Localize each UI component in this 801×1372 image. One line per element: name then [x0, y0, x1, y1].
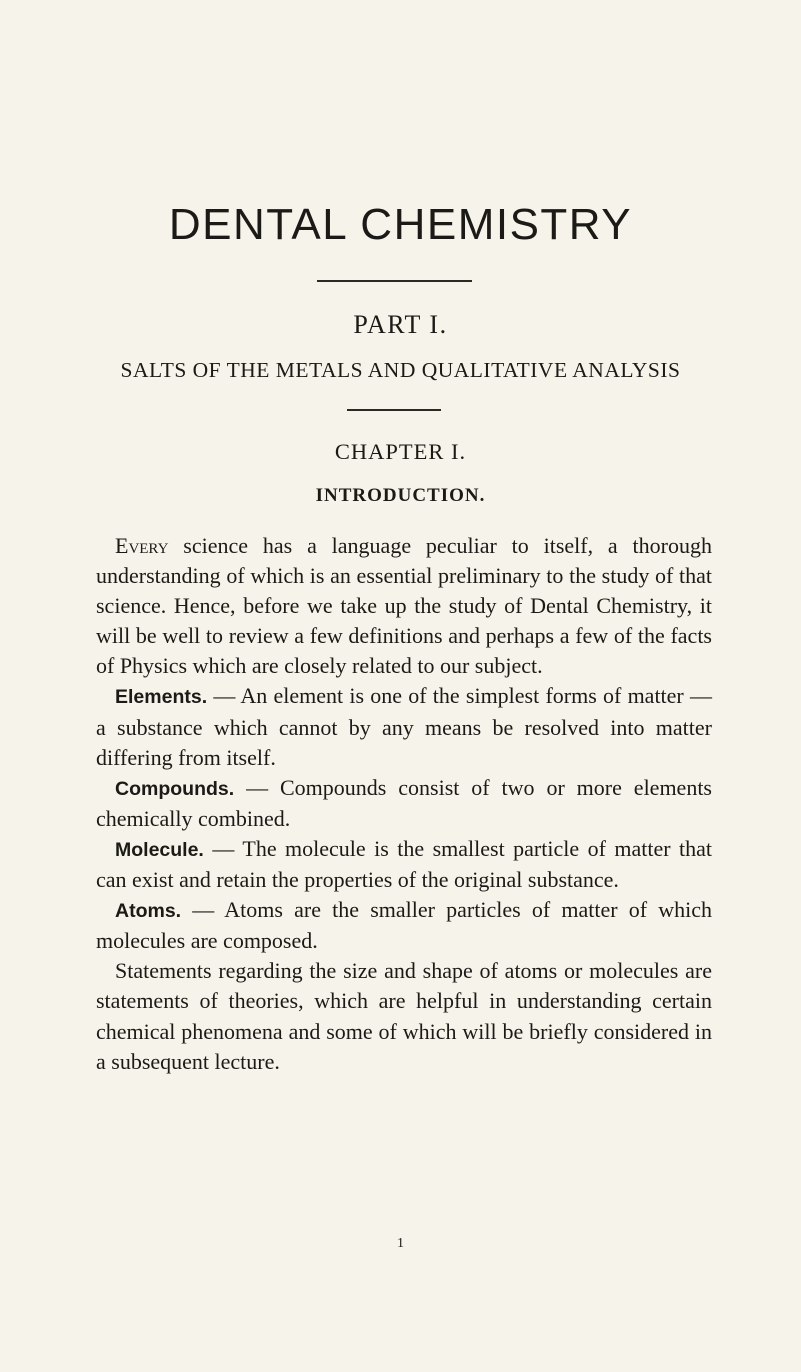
paragraph-molecule	[96, 834, 712, 895]
chapter-heading: CHAPTER I.	[334, 439, 467, 464]
definition-term: Atoms.	[115, 900, 182, 923]
definition-text: — The molecule is the smallest particle of matter that can exist and retain the properties of the original substance.	[96, 835, 712, 893]
definition-term: Molecule.	[115, 838, 204, 861]
paragraph-atoms	[96, 895, 712, 956]
paragraph-intro	[96, 531, 712, 681]
paragraph-statements	[96, 956, 712, 1076]
paragraph-compounds	[96, 773, 712, 834]
paragraph-text: science has a language peculiar to itself, a thorough understanding of which is an essential preliminary to the study of that science. Hence, before we take up the study of Dental Chemistry, it will be well to review a few definitions and perhaps a few of the facts of Physics which are closely related to our subject.	[96, 533, 712, 679]
lead-word: Every	[115, 533, 169, 558]
divider-rule	[347, 409, 441, 411]
definition-text: — Atoms are the smaller particles of matter of which molecules are composed.	[96, 897, 712, 954]
definition-text: — An element is one of the simplest forms of matter — a substance which cannot by any means be resolved into matter differing from itself.	[96, 683, 712, 770]
book-title: DENTAL CHEMISTRY	[168, 200, 633, 249]
paragraph-elements	[96, 681, 712, 772]
page-number: 1	[397, 1236, 404, 1251]
definition-term: Elements.	[115, 686, 208, 709]
part-subtitle: SALTS OF THE METALS AND QUALITATIVE ANALYSIS	[120, 358, 681, 382]
divider-rule	[317, 280, 472, 282]
definition-text: — Compounds consist of two or more elements chemically combined.	[96, 774, 712, 831]
chapter-title: INTRODUCTION.	[315, 485, 486, 506]
definition-term: Compounds.	[115, 777, 235, 800]
paragraph-text: Statements regarding the size and shape of atoms or molecules are statements of theories, which are helpful in understanding certain chemical phenomena and some of which will be briefly considered in a subsequent lecture.	[96, 958, 712, 1074]
body-text	[96, 531, 712, 1077]
part-heading: PART I.	[353, 310, 448, 339]
